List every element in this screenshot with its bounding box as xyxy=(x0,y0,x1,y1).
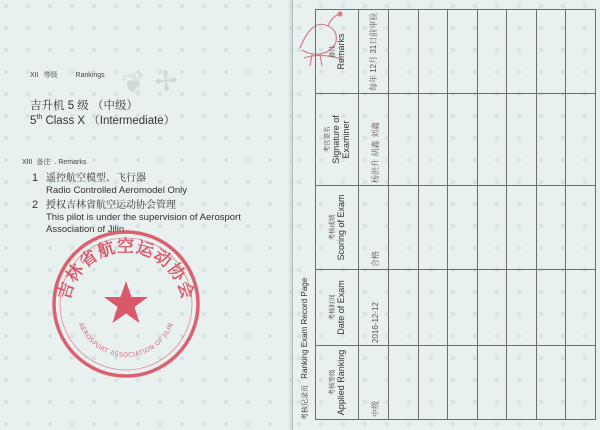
rankings-heading xyxy=(30,70,105,80)
column-header-cn: 备注 xyxy=(329,45,337,58)
rank-class: Class X （Intermediate） xyxy=(42,115,176,127)
date-value: 2016-12-12 xyxy=(370,302,380,343)
column-header-en: Remarks xyxy=(336,33,347,70)
column-header-en: Scoring of Exam xyxy=(336,194,347,261)
empty-cell xyxy=(536,94,566,186)
header-row xyxy=(316,10,359,420)
empty-cell xyxy=(566,186,596,270)
record-title-en: Ranking Exam Record Page xyxy=(300,277,309,379)
empty-cell xyxy=(389,270,419,346)
remarks-heading-cn: 备注 xyxy=(36,159,51,166)
empty-cell xyxy=(477,186,507,270)
column-header-cn: 考官签名 xyxy=(324,126,332,153)
column-header xyxy=(316,270,359,346)
empty-cell xyxy=(448,346,478,420)
record-title xyxy=(300,10,310,420)
column-header-cn: 考核时间 xyxy=(329,294,337,321)
empty-table-row xyxy=(507,10,537,420)
seal-star-icon xyxy=(104,281,148,323)
empty-cell xyxy=(418,270,448,346)
empty-table-row xyxy=(536,10,566,420)
cell-date xyxy=(358,270,389,346)
rank-number: 5 xyxy=(30,115,37,127)
rank-english xyxy=(30,112,175,128)
column-header xyxy=(316,346,359,420)
empty-table-row xyxy=(418,10,448,420)
column-header-en: Applied Ranking xyxy=(336,349,347,416)
seal-bottom-text: AEROSPORT ASSOCIATION OF JILIN xyxy=(76,321,176,360)
empty-cell xyxy=(418,186,448,270)
remarks-heading-num: XIII xyxy=(22,159,33,166)
cell-remarks xyxy=(358,10,389,94)
table-row xyxy=(358,10,389,420)
column-header xyxy=(316,186,359,270)
left-page xyxy=(0,0,293,430)
empty-cell xyxy=(448,270,478,346)
cell-signature xyxy=(358,94,389,186)
rank-chinese: 吉升机 5 级 （中级） xyxy=(30,100,138,112)
empty-table-row xyxy=(477,10,507,420)
empty-cell xyxy=(536,346,566,420)
rank-ordinal: th xyxy=(36,114,43,122)
remark-chinese: 遥控航空模型、飞行器 xyxy=(46,173,146,184)
empty-cell xyxy=(566,94,596,186)
record-title-cn: 考核记录页 xyxy=(302,385,309,420)
column-header-cn: 考核等级 xyxy=(329,369,337,396)
empty-cell xyxy=(448,10,478,94)
faint-background-mark: ❦ ✢ xyxy=(120,64,179,101)
remarks-heading-en: Remarks xyxy=(58,159,87,166)
empty-cell xyxy=(477,10,507,94)
remark-item xyxy=(32,172,282,197)
empty-cell xyxy=(448,186,478,270)
column-header-en: Signature of Examiner xyxy=(331,115,352,164)
empty-cell xyxy=(418,94,448,186)
empty-cell xyxy=(418,10,448,94)
empty-cell xyxy=(448,94,478,186)
svg-text:AEROSPORT ASSOCIATION OF JILIN xyxy=(77,321,175,359)
exam-record-block xyxy=(298,10,598,420)
empty-cell xyxy=(507,186,537,270)
empty-cell xyxy=(389,186,419,270)
empty-cell xyxy=(507,10,537,94)
empty-table-row xyxy=(389,10,419,420)
exam-record-body xyxy=(316,10,596,420)
empty-cell xyxy=(389,94,419,186)
cell-ranking xyxy=(358,346,389,420)
remark-chinese: 授权吉林省航空运动协会管理 xyxy=(46,200,176,211)
score-value: 合格 xyxy=(370,251,380,267)
exam-record-table xyxy=(315,9,596,420)
empty-cell xyxy=(536,186,566,270)
remarks-value: 每年 12月 31日前审验 xyxy=(369,12,379,91)
empty-cell xyxy=(477,94,507,186)
remarks-heading: XIII 备注 . Remarks xyxy=(22,159,87,166)
empty-cell xyxy=(507,270,537,346)
empty-cell xyxy=(389,10,419,94)
empty-cell xyxy=(418,346,448,420)
empty-cell xyxy=(536,10,566,94)
column-header-en: Date of Exam xyxy=(336,280,347,335)
seal-top-text: 吉林省航空运动协会 xyxy=(54,237,198,302)
remark-number: 1 xyxy=(32,172,39,184)
examiner-signature: 杨洪升 胡鑫 刘鑫 xyxy=(370,121,380,183)
official-seal-stamp xyxy=(47,225,205,383)
rankings-heading-cn: 等级 xyxy=(43,72,58,79)
empty-cell xyxy=(536,270,566,346)
column-header xyxy=(316,10,359,94)
empty-cell xyxy=(477,346,507,420)
ranking-value: 中级 xyxy=(370,401,380,417)
column-header-cn: 考核成绩 xyxy=(329,214,337,241)
empty-table-row xyxy=(448,10,478,420)
rankings-heading-en: Rankings xyxy=(75,72,105,79)
rankings-heading-num: XII xyxy=(30,72,39,79)
empty-cell xyxy=(507,346,537,420)
empty-cell xyxy=(389,346,419,420)
empty-cell xyxy=(566,270,596,346)
empty-cell xyxy=(566,346,596,420)
empty-cell xyxy=(566,10,596,94)
column-header xyxy=(316,94,359,186)
remark-number: 2 xyxy=(32,199,39,211)
empty-cell xyxy=(507,94,537,186)
empty-table-row xyxy=(566,10,596,420)
empty-cell xyxy=(477,270,507,346)
cell-score xyxy=(358,186,389,270)
remark-english: This pilot is under the supervision of Aerosport Association of Jilin xyxy=(46,212,241,235)
remark-english: Radio Controlled Aeromodel Only xyxy=(46,185,187,196)
